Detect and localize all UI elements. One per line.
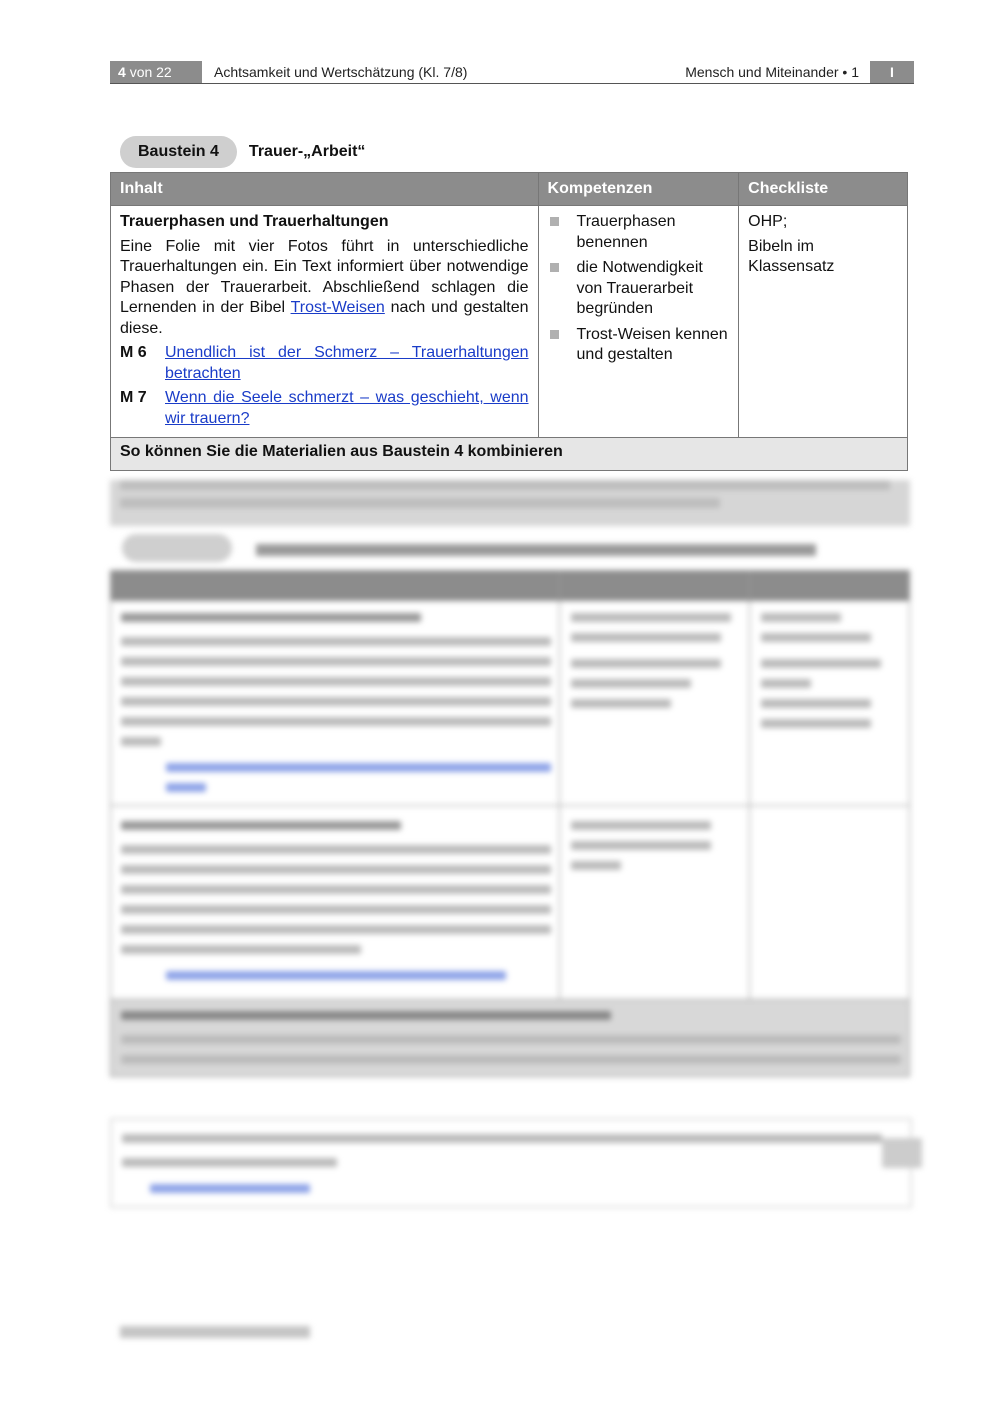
baustein-table (110, 172, 908, 471)
document-title: Achtsamkeit und Wertschätzung (Kl. 7/8) (214, 64, 468, 80)
blurred-baustein-title (256, 544, 816, 556)
kompetenzen-cell (538, 206, 739, 438)
blurred-footer (120, 1326, 310, 1338)
series-title: Mensch und Miteinander • 1 (685, 64, 859, 80)
page-number: 4 von 22 (110, 61, 202, 83)
list-item: Trauerphasen benennen (548, 212, 730, 253)
blurred-table (110, 570, 910, 1077)
baustein-heading (120, 136, 365, 168)
combine-row (111, 438, 908, 471)
list-item: die Notwendigkeit von Trauerarbeit begründen (548, 258, 730, 320)
header-kompetenzen: Kompetenzen (538, 173, 739, 206)
checkliste-cell (739, 206, 908, 438)
material-code: M 6 (120, 344, 147, 361)
combine-heading: So können Sie die Materialien aus Baustein 4 kombinieren (111, 438, 908, 471)
material-m7 (120, 388, 529, 429)
list-item: Trost-Weisen kennen und gestalten (548, 325, 730, 366)
inhalt-cell (111, 206, 539, 438)
header-checkliste: Checkliste (739, 173, 908, 206)
inhalt-text: Eine Folie mit vier Fotos führt in unterschiedliche Trauerhaltungen ein. Ein Text informiert über notwendige Phasen der Trauerarbeit. Abschließend schlagen die Lernenden in der Bibel Trost-Weisen nach und gestalten diese. (120, 237, 529, 337)
blurred-info-box (110, 1118, 912, 1208)
checklist-item: Bibeln im Klassensatz (748, 237, 835, 275)
baustein-label: Baustein 4 (120, 136, 237, 168)
page-header (110, 61, 914, 84)
material-m7-link[interactable]: Wenn die Seele schmerzt – was geschieht, wenn wir trauern? (165, 389, 529, 427)
inhalt-heading: Trauerphasen und Trauerhaltungen (120, 213, 389, 230)
material-m6-link[interactable]: Unendlich ist der Schmerz – Trauerhaltungen betrachten (165, 344, 529, 382)
section-marker: I (870, 61, 914, 83)
baustein-title: Trauer-„Arbeit“ (248, 143, 366, 160)
kompetenzen-list (548, 212, 730, 366)
checklist-item: OHP; (748, 213, 788, 230)
material-m6 (120, 343, 529, 384)
blurred-combine-text (110, 480, 910, 526)
material-code: M 7 (120, 389, 147, 406)
blurred-preview (110, 472, 910, 526)
table-header-row (111, 173, 908, 206)
header-inhalt: Inhalt (111, 173, 539, 206)
table-row (111, 206, 908, 438)
trost-weisen-link[interactable]: Trost-Weisen (290, 299, 385, 316)
blurred-baustein-pill (122, 534, 232, 562)
